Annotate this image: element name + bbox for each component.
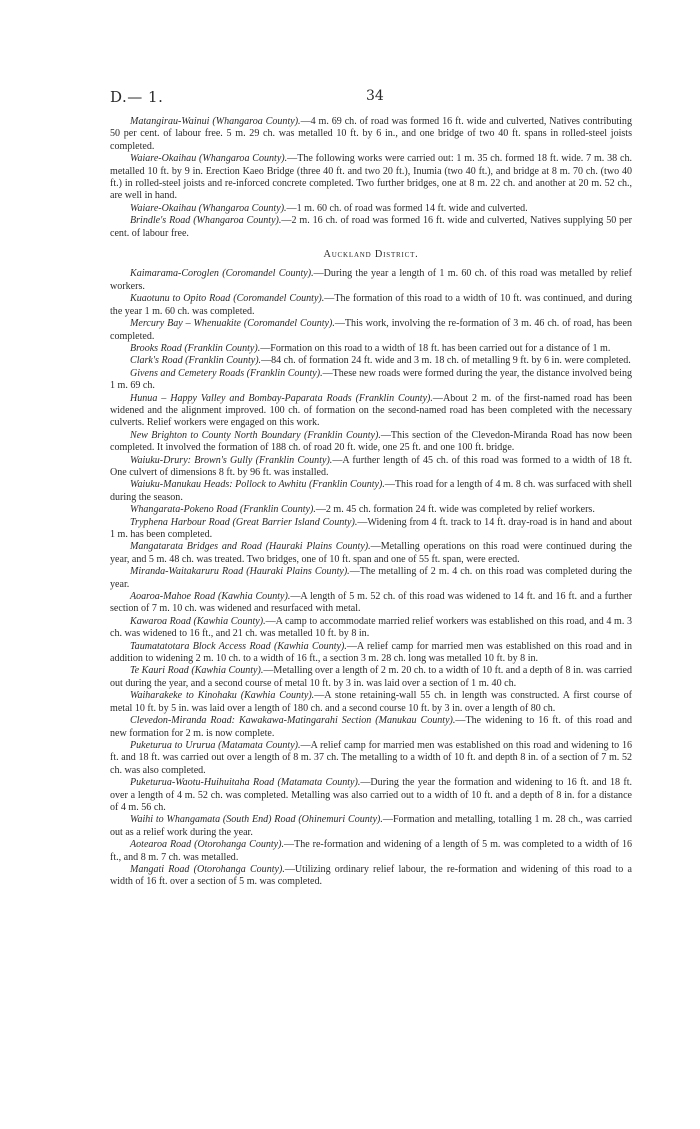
document-body [110,116,632,889]
page-header [110,88,630,108]
road-description: —A relief camp for married men was established on this road and widening to 16 ft. and 18 ft. was carried out over a length of 8 m. 37 ch. The metalling to a width of 10 ft. and depth 8 in. of a section of 7 m. 52 ch. was also completed. [110,739,632,776]
road-work-entry [110,566,632,591]
road-description: —The re-formation and widening of a length of 5 m. was completed to a width of 16 ft., and 8 m. 7 ch. was metalled. [110,839,633,863]
road-work-entry [110,203,632,215]
road-description: —A length of 5 m. 52 ch. of this road was widened to 14 ft. and 16 ft. and a further section of 7 m. 10 ch. was widened and resurfaced with metal. [110,591,633,615]
road-work-entry [110,293,632,318]
road-title: Matangirau-Wainui (Whangaroa County). [130,116,301,127]
road-work-entry [110,814,632,839]
road-title: Te Kauri Road (Kawhia County). [130,665,264,677]
road-work-entry [110,541,632,566]
road-work-entry [110,517,632,542]
road-title: Brindle's Road (Whangaroa County). [130,215,282,227]
road-title: Kawaroa Road (Kawhia County). [130,615,266,627]
road-title: Whangarata-Pokeno Road (Franklin County). [130,504,316,516]
road-work-entry [110,268,632,293]
road-title: Puketurua to Ururua (Matamata County). [130,739,301,751]
road-work-entry [110,665,632,690]
road-title: Tryphena Harbour Road (Great Barrier Island County). [130,516,358,528]
road-work-entry [110,215,632,240]
road-description: —The following works were carried out: 1 m. 35 ch. formed 18 ft. wide. 7 m. 38 ch. metalled 10 ft. by 9 in. Erection Kaeo Bridge (three 40 ft. and two 20 ft.), Inumia (two 40 ft.), and bridge at 8 m. 70 ch. (two 40 ft.) in rolled-steel joists and re-inforced concrete completed. Two further bridges, one at 8 m. 22 ch. and another at 20 m. 52 ch., are well in hand. [110,153,633,202]
road-work-entry [110,591,632,616]
road-title: New Brighton to County North Boundary (Franklin County). [130,429,381,441]
road-description: —Widening from 4 ft. track to 14 ft. dray-road is in hand and about 1 m. has been completed. [110,516,632,540]
road-title: Givens and Cemetery Roads (Franklin County). [130,367,323,379]
road-description: —Formation and metalling, totalling 1 m. 28 ch., was carried out as a relief work during the year. [110,814,633,838]
road-description: —These new roads were formed during the year, the distance involved being 1 m. 69 ch. [110,367,632,392]
road-work-entry [110,455,632,480]
road-work-entry [110,479,632,504]
road-work-entry [110,864,632,889]
road-description: —The metalling of 2 m. 4 ch. on this road was completed during the year. [110,566,632,590]
district-heading: Auckland District. [323,249,419,261]
road-title: Mercury Bay – Whenuakite (Coromandel County). [130,318,335,330]
road-description: —A camp to accommodate married relief workers was established on this road, and 4 m. 3 ch. was widened to 16 ft., and 21 ch. was metalled 10 ft. by 8 in. [110,615,633,640]
road-work-entry [110,343,632,355]
road-title: Waihi to Whangamata (South End) Road (Ohinemuri County). [130,814,383,826]
road-work-entry [110,690,632,715]
road-description: —Utilizing ordinary relief labour, the re-formation and widening of this road to a width of 16 ft. over a section of 5 m. was completed. [110,863,632,888]
road-description: —2 m. 16 ch. of road was formed 16 ft. wide and culverted, Natives supplying 50 per cent. of labour free. [110,215,633,239]
road-description: —4 m. 69 ch. of road was formed 16 ft. wide and culverted, Natives contributing 50 per cent. of labour free. 5 m. 29 ch. was metalled 10 ft. by 6 in., and one bridge of two 40 ft. spans in rolled-steel joists completed. [110,116,632,152]
road-work-entry [110,430,632,455]
road-work-entry [110,368,632,393]
road-title: Aoaroa-Mahoe Road (Kawhia County). [130,591,291,603]
road-work-entry [110,777,632,814]
road-work-entry [110,393,632,430]
road-description: —Metalling operations on this road were continued during the year, and 5 m. 48 ch. was treated. Two bridges, one of 10 ft. span and one of 55 ft. span, were erected. [110,541,632,565]
road-description: —This section of the Clevedon-Miranda Road has now been completed. It involved the formation of 188 ch. of road 20 ft. wide, one 25 ft. and one 100 ft. bridge. [110,429,632,454]
road-work-entry [110,153,632,203]
road-description: —This work, involving the re-formation of 3 m. 46 ch. of road, has been completed. [110,318,632,342]
auckland-district-entries [110,268,632,888]
road-title: Aotearoa Road (Otorohanga County). [130,839,285,851]
road-description: —A stone retaining-wall 55 ch. in length was constructed. A first course of metal 10 ft. by 5 in. was laid over a length of 180 ch. and a second course 10 ft. by 3 in. over a length of 80 ch. [110,690,632,714]
road-description: —During the year the formation and widening to 16 ft. and 18 ft. over a length of 4 m. 52 ch. was completed. Metalling was also carried out to a width of 10 ft. and a depth of 8 in. for a distance of 4 m. 56 ch. [110,777,633,813]
road-title: Waiuku-Drury: Brown's Gully (Franklin County). [130,454,333,466]
road-title: Hunua – Happy Valley and Bombay-Paparata Roads (Franklin County). [130,392,433,404]
road-work-entry [110,641,632,666]
road-description: —A relief camp for married men was established on this road and in addition to widening 2 m. 10 ch. to a width of 16 ft., a section 3 m. 28 ch. long was metalled 10 ft. by 8 in. [110,640,632,665]
road-description: —A further length of 45 ch. of this road was formed to a width of 18 ft. One culvert of dimensions 8 ft. by 96 ft. was installed. [110,454,632,478]
road-description: —The widening to 16 ft. of this road and new formation for 2 m. is now complete. [110,715,632,739]
road-title: Waiare-Okaihau (Whangaroa County). [130,153,288,165]
road-description: —2 m. 45 ch. formation 24 ft. wide was completed by relief workers. [315,504,595,516]
road-description: —About 2 m. of the first-named road has been widened and the alignment improved. 100 ch. of formation on the second-named road has been completed with the necessary culverts. Relief workers were engaged on this work. [110,392,632,429]
document-reference: D.— 1. [110,88,164,106]
road-work-entry [110,355,632,367]
road-title: Puketurua-Waotu-Huihuitaha Road (Matamata County). [130,777,361,789]
road-title: Waiharakeke to Kinohaku (Kawhia County). [130,690,315,702]
road-title: Waiare-Okaihau (Whangaroa County). [130,202,287,214]
road-description: —During the year a length of 1 m. 60 ch. of this road was metalled by relief workers. [110,268,632,292]
road-description: —This road for a length of 4 m. 8 ch. was surfaced with shell during the season. [110,479,632,503]
road-title: Taumatatotara Block Access Road (Kawhia County). [130,640,347,652]
road-work-entry [110,740,632,777]
road-title: Mangati Road (Otorohanga County). [130,863,285,875]
road-title: Kuaotunu to Opito Road (Coromandel County). [130,293,325,305]
road-work-entry [110,616,632,641]
road-title: Brooks Road (Franklin County). [130,342,261,354]
road-work-entry [110,318,632,343]
road-description: —1 m. 60 ch. of road was formed 14 ft. wide and culverted. [286,202,528,214]
road-work-entry [110,839,632,864]
road-description: —84 ch. of formation 24 ft. wide and 3 m. 18 ch. of metalling 9 ft. by 6 in. were completed. [261,355,631,367]
road-work-entry [110,715,632,740]
northland-entries [110,116,632,240]
road-work-entry [110,504,632,516]
road-title: Clark's Road (Franklin County). [130,355,262,367]
road-description: —The formation of this road to a width of 10 ft. was continued, and during the year 1 m. 60 ch. was completed. [110,293,633,317]
road-title: Clevedon-Miranda Road: Kawakawa-Matingarahi Section (Manukau County). [130,715,456,727]
road-description: —Formation on this road to a width of 18 ft. has been carried out for a distance of 1 m. [260,342,611,354]
road-work-entry [110,116,632,153]
road-title: Waiuku-Manukau Heads: Pollock to Awhitu (Franklin County). [130,479,385,491]
road-title: Kaimarama-Coroglen (Coromandel County). [130,268,314,280]
road-description: —Metalling over a length of 2 m. 20 ch. to a width of 10 ft. and a depth of 8 in. was carried out during the year, and a second course of metal 10 ft. by 3 in. was laid over a section of 1 m. 40 ch. [110,665,632,689]
road-title: Miranda-Waitakaruru Road (Hauraki Plains County). [130,566,350,578]
page-number: 34 [366,88,384,104]
road-title: Mangatarata Bridges and Road (Hauraki Plains County). [130,541,371,553]
